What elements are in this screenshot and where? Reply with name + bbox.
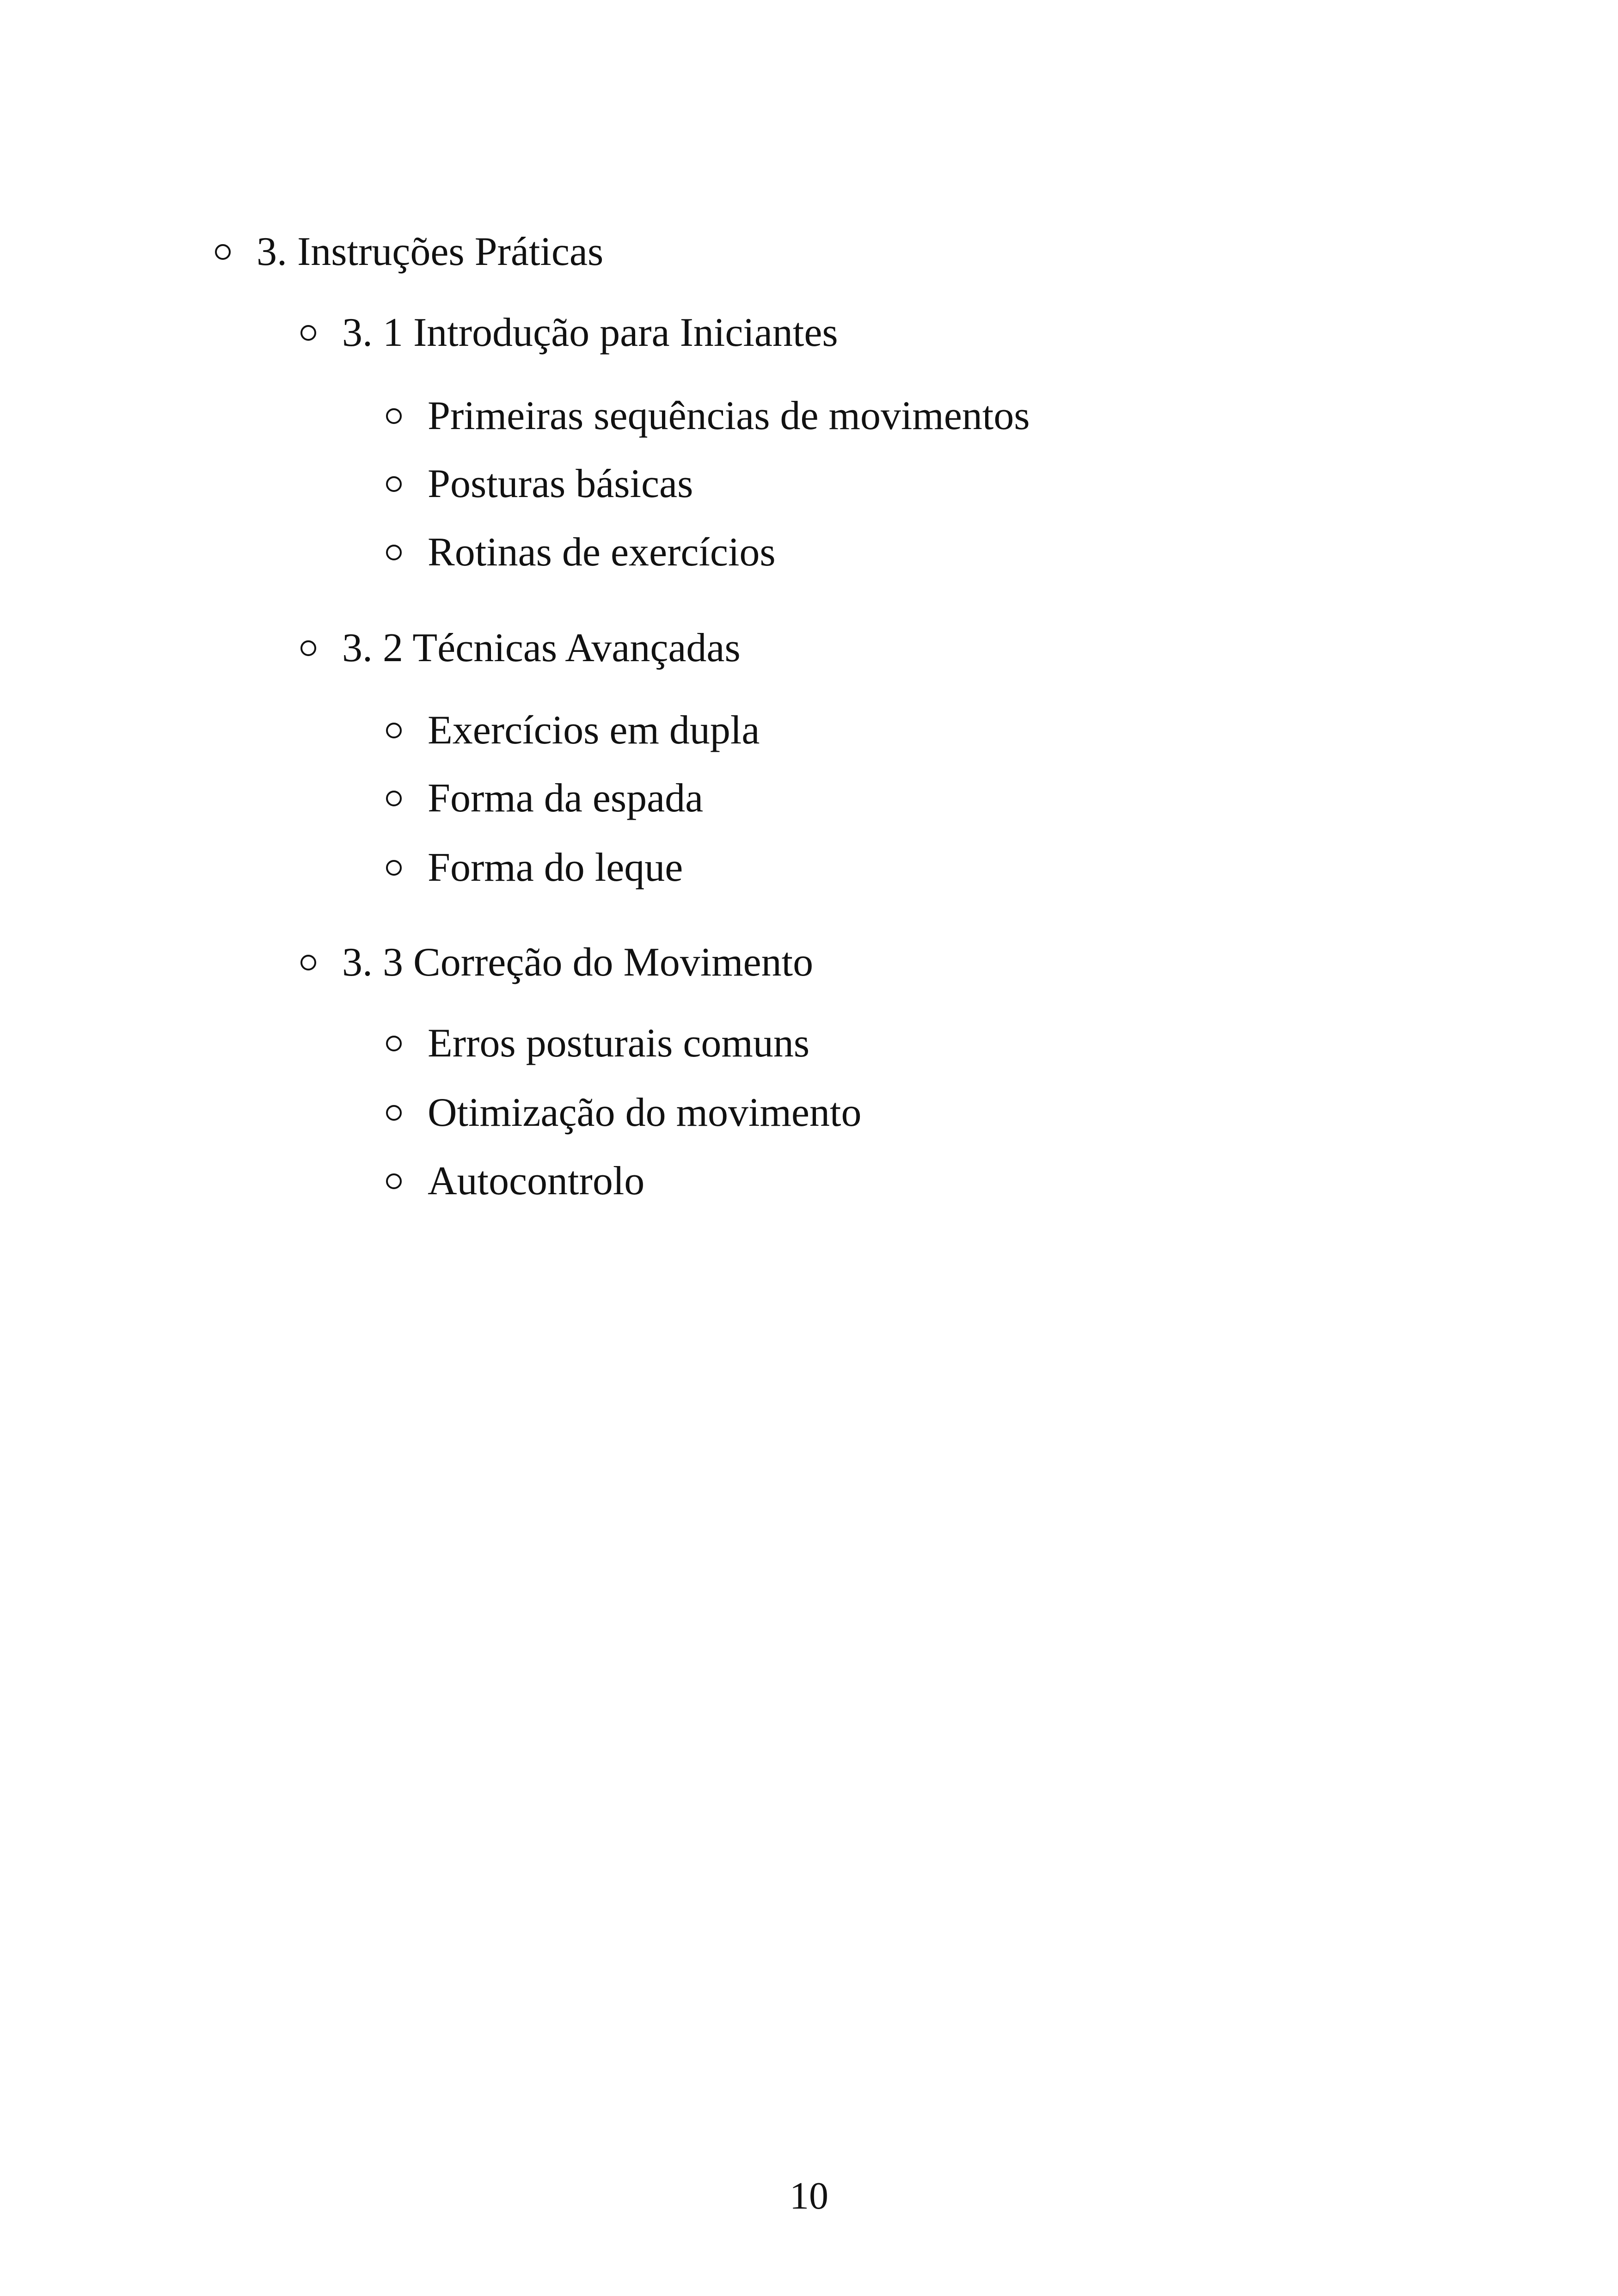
outline-subsection-label: 3. 1 Introdução para Iniciantes [342, 310, 838, 355]
circle-bullet-icon [386, 723, 402, 738]
outline-subsection [300, 939, 813, 986]
outline-item [386, 529, 776, 576]
outline-item [386, 775, 703, 822]
outline-item [386, 1090, 861, 1136]
outline-item [386, 845, 683, 891]
outline-item [386, 1020, 809, 1067]
outline-item-label: Rotinas de exercícios [428, 530, 776, 575]
outline-item-label: Exercícios em dupla [428, 708, 760, 753]
outline-item-label: Posturas básicas [428, 461, 693, 506]
outline-item [386, 707, 760, 754]
circle-bullet-icon [300, 640, 316, 656]
outline-section [215, 229, 603, 275]
circle-bullet-icon [386, 791, 402, 806]
outline-item-label: Autocontrolo [428, 1159, 645, 1203]
circle-bullet-icon [386, 1173, 402, 1189]
circle-bullet-icon [386, 408, 402, 424]
outline-subsection [300, 310, 838, 356]
circle-bullet-icon [386, 1105, 402, 1121]
outline-item [386, 1158, 644, 1204]
circle-bullet-icon [386, 860, 402, 876]
outline-section-label: 3. Instruções Práticas [257, 229, 604, 274]
outline-subsection-label: 3. 3 Correção do Movimento [342, 940, 814, 985]
outline-item-label: Forma da espada [428, 776, 704, 821]
outline-item-label: Primeiras sequências de movimentos [428, 393, 1030, 438]
outline-item-label: Forma do leque [428, 845, 683, 890]
circle-bullet-icon [300, 955, 316, 970]
circle-bullet-icon [215, 244, 231, 260]
page-number: 10 [790, 2174, 828, 2217]
circle-bullet-icon [386, 1036, 402, 1051]
circle-bullet-icon [300, 325, 316, 341]
outline-subsection-label: 3. 2 Técnicas Avançadas [342, 626, 741, 670]
outline-item-label: Otimização do movimento [428, 1090, 862, 1135]
outline-item [386, 461, 693, 507]
circle-bullet-icon [386, 545, 402, 560]
outline-item-label: Erros posturais comuns [428, 1021, 810, 1066]
outline-item [386, 393, 1030, 439]
circle-bullet-icon [386, 476, 402, 492]
outline-subsection [300, 625, 741, 671]
